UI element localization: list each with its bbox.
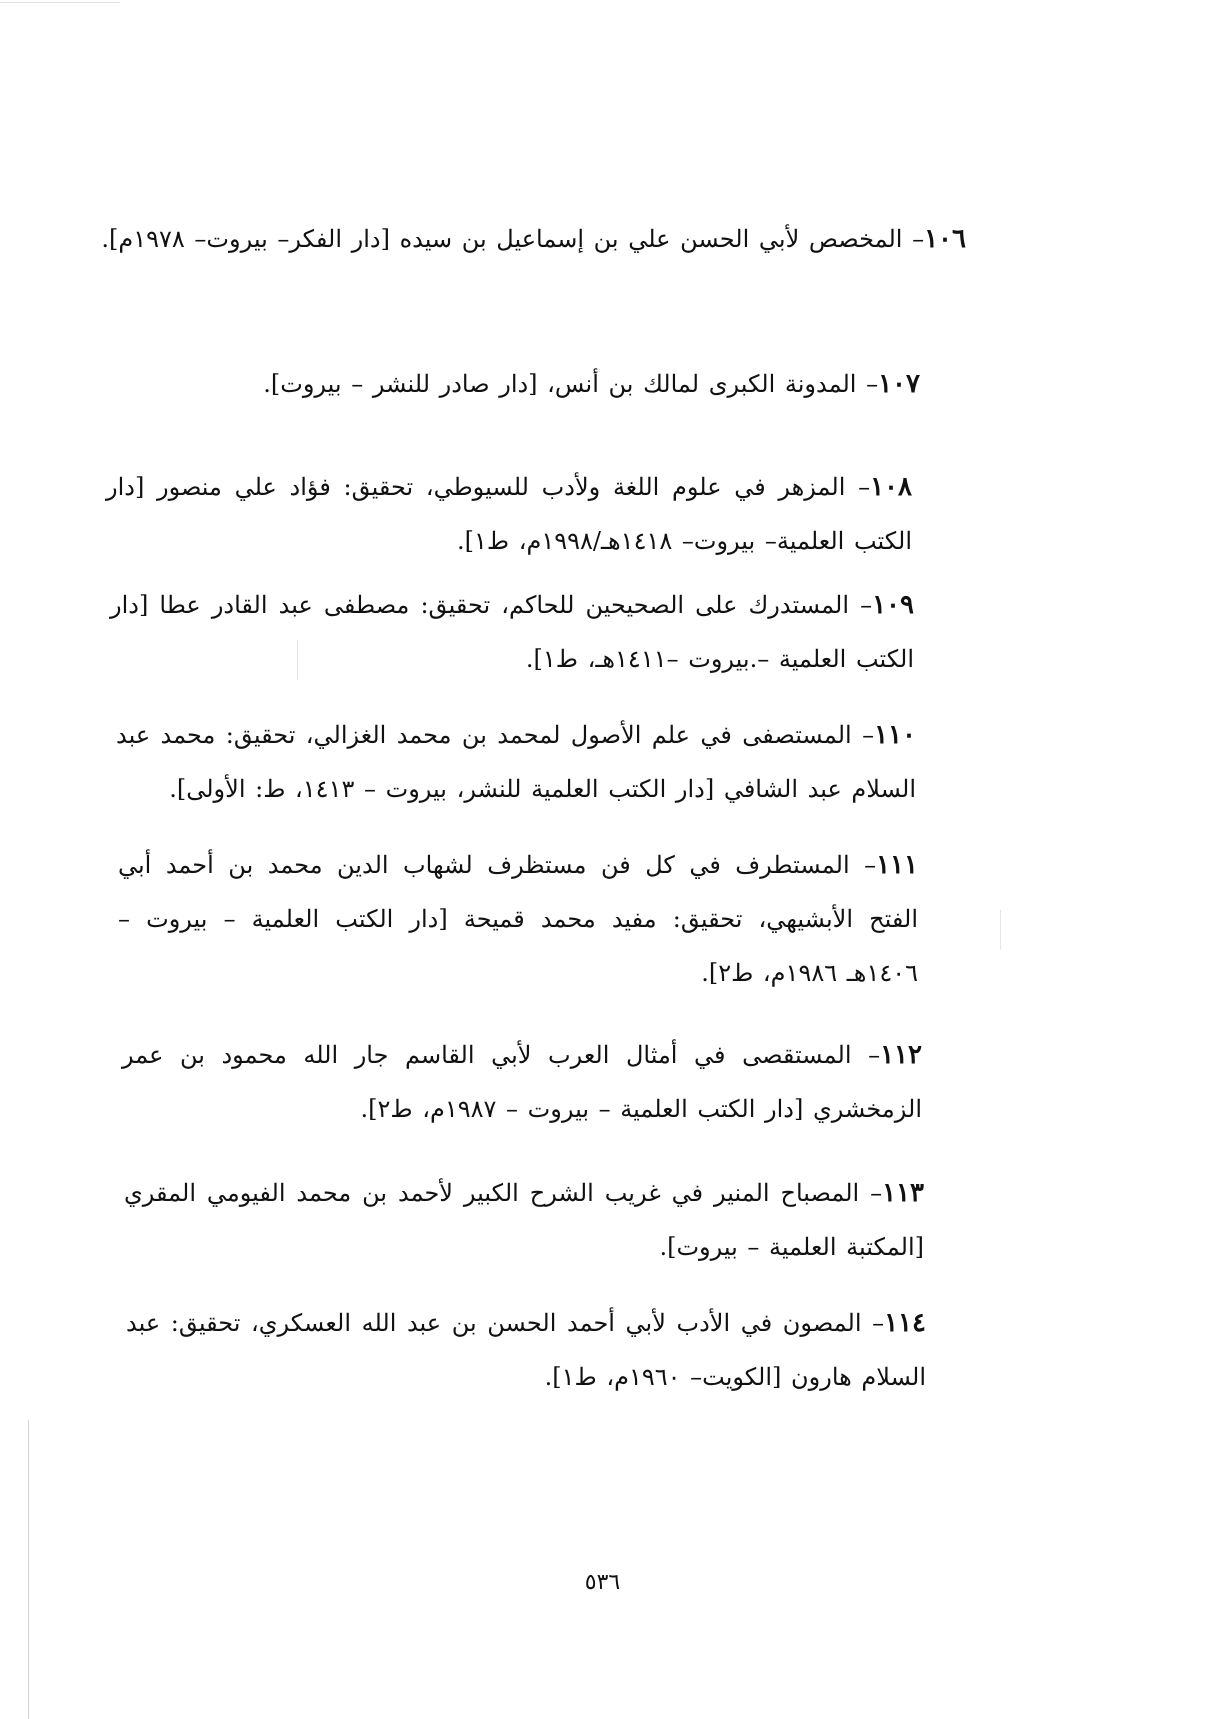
entry-number: ١١٢: [880, 1040, 922, 1070]
bibliography-entry-110: [116, 708, 916, 816]
bibliography-entry-108: [106, 460, 912, 568]
entry-number: ١٠٦: [924, 224, 966, 254]
entry-text: – المزهر في علوم اللغة ولأدب للسيوطي، تحقيق: فؤاد علي منصور [دار الكتب العلمية– بيروت– ١٤١٨هـ/١٩٩٨م، ط١].: [106, 473, 912, 555]
entry-text: – المصباح المنير في غريب الشرح الكبير لأحمد بن محمد الفيومي المقري [المكتبة العلمية – بيروت].: [124, 1179, 924, 1261]
bibliography-entry-111: [118, 838, 918, 1000]
entry-text: – المستصفى في علم الأصول لمحمد بن محمد الغزالي، تحقيق: محمد عبد السلام عبد الشافي [دار الكتب العلمية للنشر، بيروت – ١٤١٣، ط: الأولى].: [116, 721, 916, 803]
entry-number: ١٠٧: [878, 369, 920, 399]
entry-number: ١١٣: [882, 1178, 924, 1208]
entry-text: – المصون في الأدب لأبي أحمد الحسن بن عبد الله العسكري، تحقيق: عبد السلام هارون [الكويت– ١٩٦٠م، ط١].: [126, 1309, 926, 1391]
entry-number: ١١١: [876, 850, 918, 880]
page-number: ٥٣٦: [584, 1570, 621, 1595]
entry-text: – المستطرف في كل فن مستظرف لشهاب الدين محمد بن أحمد أبي الفتح الأبشيهي، تحقيق: مفيد محمد قميحة [دار الكتب العلمية – بيروت – ١٤٠٦هـ ١٩٨٦م، ط٢].: [118, 851, 918, 987]
entry-text: – المخصص لأبي الحسن علي بن إسماعيل بن سيده [دار الفكر– بيروت– ١٩٧٨م].: [101, 225, 925, 253]
entry-number: ١١٤: [884, 1308, 926, 1338]
bibliography-entry-106: [86, 212, 966, 266]
bibliography-entry-114: [126, 1296, 926, 1404]
entry-number: ١٠٨: [870, 472, 912, 502]
entry-number: ١٠٩: [872, 590, 914, 620]
bibliography-entry-107: [120, 357, 920, 411]
bibliography-entry-109: [110, 578, 914, 686]
entry-text: – المستدرك على الصحيحين للحاكم، تحقيق: مصطفى عبد القادر عطا [دار الكتب العلمية –.بيروت –١٤١١هـ، ط١].: [110, 591, 914, 673]
entry-text: – المدونة الكبرى لمالك بن أنس، [دار صادر للنشر – بيروت].: [263, 370, 879, 398]
entry-number: ١١٠: [874, 720, 916, 750]
bibliography-entry-113: [124, 1166, 924, 1274]
bibliography-entry-112: [122, 1028, 922, 1136]
entry-text: – المستقصى في أمثال العرب لأبي القاسم جار الله محمود بن عمر الزمخشري [دار الكتب العلمية – بيروت – ١٩٨٧م، ط٢].: [122, 1041, 922, 1123]
